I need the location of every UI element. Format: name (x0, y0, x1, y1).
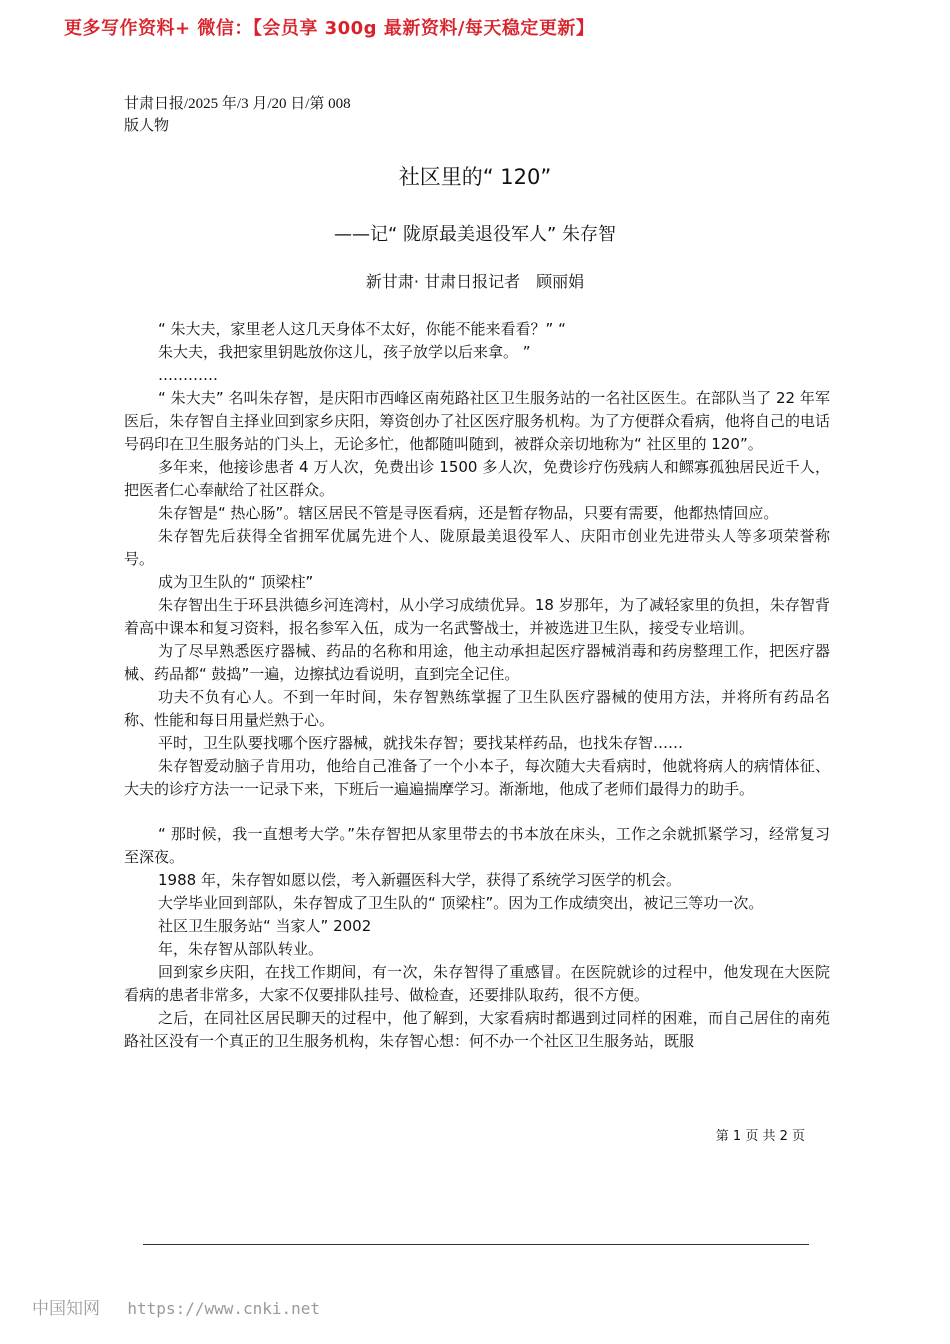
paragraph: “ 朱大夫” 名叫朱存智，是庆阳市西峰区南苑路社区卫生服务站的一名社区医生。在部队当了 22 年军医后，朱存智自主择业回到家乡庆阳，筹资创办了社区医疗服务机构。为了方便群众看病，他将自己的电话号码印在卫生服务站的门头上，无论多忙，他都随叫随到，被群众亲切地称为“ 社区里的 120”。 (124, 389, 830, 453)
paragraph: 多年来，他接诊患者 4 万人次，免费出诊 1500 多人次，免费诊疗伤残病人和鳏寡孤独居民近千人，把医者仁心奉献给了社区群众。 (124, 458, 830, 499)
publication-info-line: 甘肃日报/2025 年/3 月/20 日/第 008 (124, 96, 351, 112)
paragraph: “ 朱大夫，家里老人这几天身体不太好，你能不能来看看？” “ (158, 320, 566, 338)
paragraph: 朱存智先后获得全省拥军优属先进个人、陇原最美退役军人、庆阳市创业先进带头人等多项荣誉称号。 (124, 527, 830, 568)
watermark-url: https://www.cnki.net (127, 1299, 321, 1318)
article-title: 社区里的“ 120” (398, 165, 552, 189)
page-number: 第 1 页 共 2 页 (715, 1129, 805, 1144)
article-subtitle: ——记“ 陇原最美退役军人” 朱存智 (333, 224, 617, 245)
paragraph: 朱存智出生于环县洪德乡河连湾村，从小学习成绩优异。18 岁那年，为了减轻家里的负担，朱存智背着高中课本和复习资料，报名参军入伍，成为一名武警战士，并被选进卫生队，接受专业培训。 (124, 596, 830, 637)
paragraph: 为了尽早熟悉医疗器械、药品的名称和用途，他主动承担起医疗器械消毒和药房整理工作，把医疗器械、药品都“ 鼓捣”一遍，边擦拭边看说明，直到完全记住。 (124, 642, 830, 683)
publication-info-line: 版人物 (124, 118, 170, 134)
paragraph: 朱存智爱动脑子肯用功，他给自己准备了一个小本子，每次随大夫看病时，他就将病人的病情体征、大夫的诊疗方法一一记录下来，下班后一遍遍揣摩学习。渐渐地，他成了老师们最得力的助手。 (124, 757, 830, 798)
section-heading: 成为卫生队的“ 顶梁柱” (158, 573, 314, 591)
footer-divider (143, 1244, 809, 1245)
watermark (32, 1294, 320, 1319)
paragraph: ………… (158, 366, 218, 384)
paragraph: 功夫不负有心人。不到一年时间，朱存智熟练掌握了卫生队医疗器械的使用方法，并将所有药品名称、性能和每日用量烂熟于心。 (124, 688, 830, 729)
article-byline: 新甘肃· 甘肃日报记者 顾丽娟 (365, 272, 585, 291)
paragraph: 回到家乡庆阳，在找工作期间，有一次，朱存智得了重感冒。在医院就诊的过程中，他发现在大医院看病的患者非常多，大家不仅要排队挂号、做检查，还要排队取药，很不方便。 (124, 963, 830, 1004)
section-heading: 社区卫生服务站“ 当家人” 2002 (158, 917, 372, 935)
watermark-site: 中国知网 (32, 1299, 100, 1319)
promo-banner: 更多写作资料+ 微信：【会员享 300g 最新资料/每天稳定更新】 (64, 18, 595, 39)
publication-info (124, 93, 351, 137)
paragraph: “ 那时候，我一直想考大学。”朱存智把从家里带去的书本放在床头，工作之余就抓紧学习，经常复习至深夜。 (124, 825, 830, 866)
paragraph: 平时，卫生队要找哪个医疗器械，就找朱存智；要找某样药品，也找朱存智…… (158, 734, 684, 752)
paragraph: 年，朱存智从部队转业。 (158, 940, 324, 958)
paragraph: 1988 年，朱存智如愿以偿，考入新疆医科大学，获得了系统学习医学的机会。 (158, 871, 681, 889)
paragraph: 大学毕业回到部队，朱存智成了卫生队的“ 顶梁柱”。因为工作成绩突出，被记三等功一次。 (158, 894, 764, 912)
article-body (124, 318, 830, 1053)
paragraph: 之后，在同社区居民聊天的过程中，他了解到，大家看病时都遇到过同样的困难，而自己居住的南苑路社区没有一个真正的卫生服务机构，朱存智心想：何不办一个社区卫生服务站，既服 (124, 1009, 830, 1050)
paragraph: 朱大夫，我把家里钥匙放你这儿，孩子放学以后来拿。 ” (158, 343, 531, 361)
paragraph: 朱存智是“ 热心肠”。辖区居民不管是寻医看病，还是暂存物品，只要有需要，他都热情回应。 (158, 504, 779, 522)
